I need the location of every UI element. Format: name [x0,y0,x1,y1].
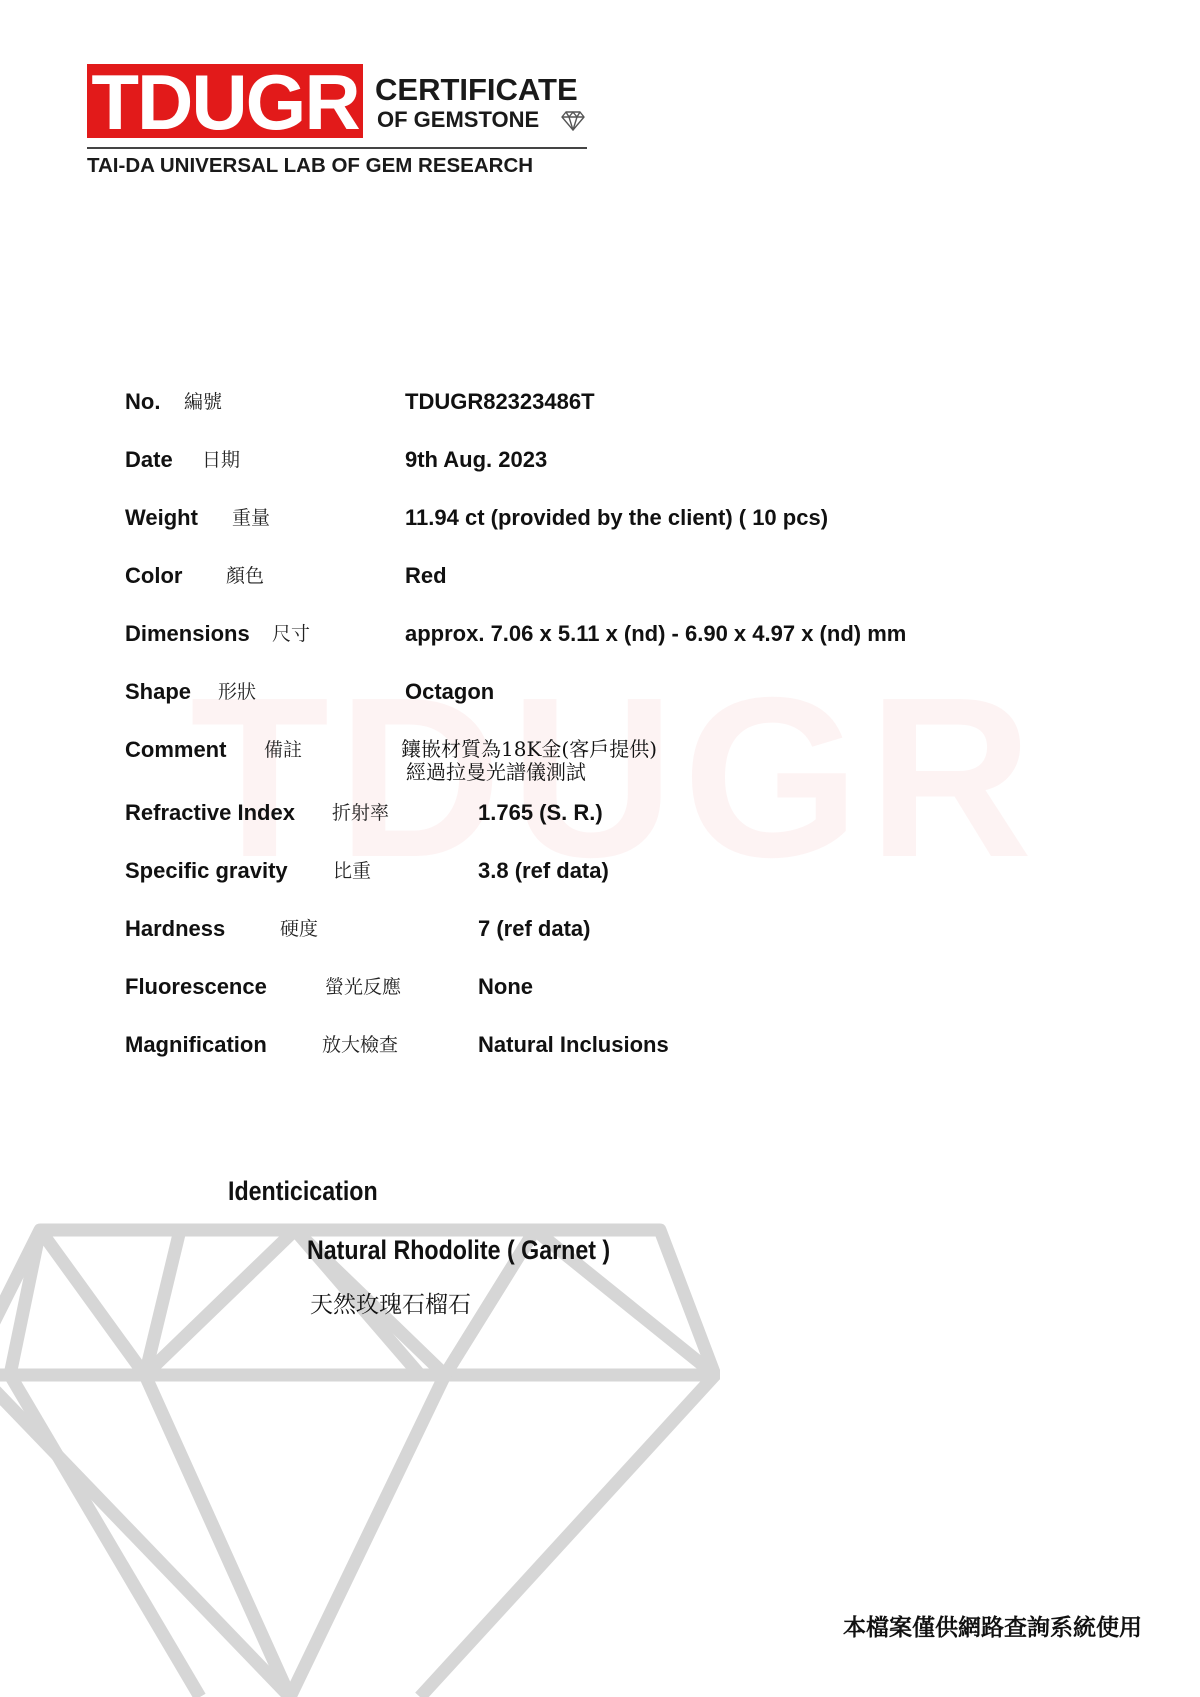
field-no-label: No. [125,389,161,414]
field-specific-gravity-value: 3.8 (ref data) [478,858,609,883]
field-shape-label: Shape [125,679,192,704]
field-refractive-index-label-zh: 折射率 [332,802,390,824]
field-weight-value: 11.94 ct (provided by the client) ( 10 pcs) [405,505,829,530]
field-no-value: TDUGR82323486T [405,389,595,414]
field-fluorescence-value: None [478,974,533,999]
field-weight-label-zh: 重量 [232,507,271,529]
logo-title-certificate: CERTIFICATE [375,72,578,107]
field-hardness-label-zh: 硬度 [280,918,319,940]
logo-title-gemstone: OF GEMSTONE [377,107,540,132]
lab-name: TAI-DA UNIVERSAL LAB OF GEM RESEARCH [87,154,534,177]
field-color-label: Color [125,563,183,588]
identification-result-zh: 天然玫瑰石榴石 [310,1292,471,1318]
diamond-watermark-icon [0,1200,720,1697]
field-magnification-label: Magnification [125,1032,267,1057]
field-hardness-label: Hardness [125,916,226,941]
logo-brand-box: TDUGR [87,64,363,138]
field-dimensions-label: Dimensions [125,621,250,646]
logo-divider [87,147,587,149]
field-refractive-index-value: 1.765 (S. R.) [478,800,603,825]
field-specific-gravity-label: Specific gravity [125,858,288,883]
field-comment-label: Comment [125,737,227,762]
identification-result: Natural Rhodolite ( Garnet ) [307,1235,611,1265]
gem-icon [561,111,585,131]
footer-note: 本檔案僅供網路查詢系統使用 [843,1614,1142,1640]
field-refractive-index-label: Refractive Index [125,800,295,825]
field-weight-label: Weight [125,505,198,530]
field-date-label: Date [125,447,173,472]
field-no-label-zh: 編號 [184,391,223,413]
field-magnification-value: Natural Inclusions [478,1032,669,1057]
field-comment-line-1: 鑲嵌材質為18K金(客戶提供) [401,737,657,761]
field-shape-label-zh: 形狀 [218,681,257,703]
field-color-label-zh: 顏色 [226,565,265,587]
field-dimensions-value: approx. 7.06 x 5.11 x (nd) - 6.90 x 4.97 x (nd) mm [405,621,907,646]
field-hardness-value: 7 (ref data) [478,916,591,941]
field-magnification-label-zh: 放大檢查 [322,1034,399,1056]
field-dimensions-label-zh: 尺寸 [272,623,311,645]
field-color-value: Red [405,563,447,588]
field-fluorescence-label-zh: 螢光反應 [325,976,402,998]
field-shape-value: Octagon [405,679,495,704]
identification-heading: Identicication [228,1176,378,1206]
watermark-logo-text [190,658,1030,898]
field-date-value: 9th Aug. 2023 [405,447,548,472]
field-specific-gravity-label-zh: 比重 [333,860,372,882]
field-comment-label-zh: 備註 [264,739,303,761]
field-date-label-zh: 日期 [202,449,241,471]
field-comment-line-2: 經過拉曼光譜儀測試 [406,760,586,784]
field-fluorescence-label: Fluorescence [125,974,267,999]
certificate-logo [87,58,587,182]
